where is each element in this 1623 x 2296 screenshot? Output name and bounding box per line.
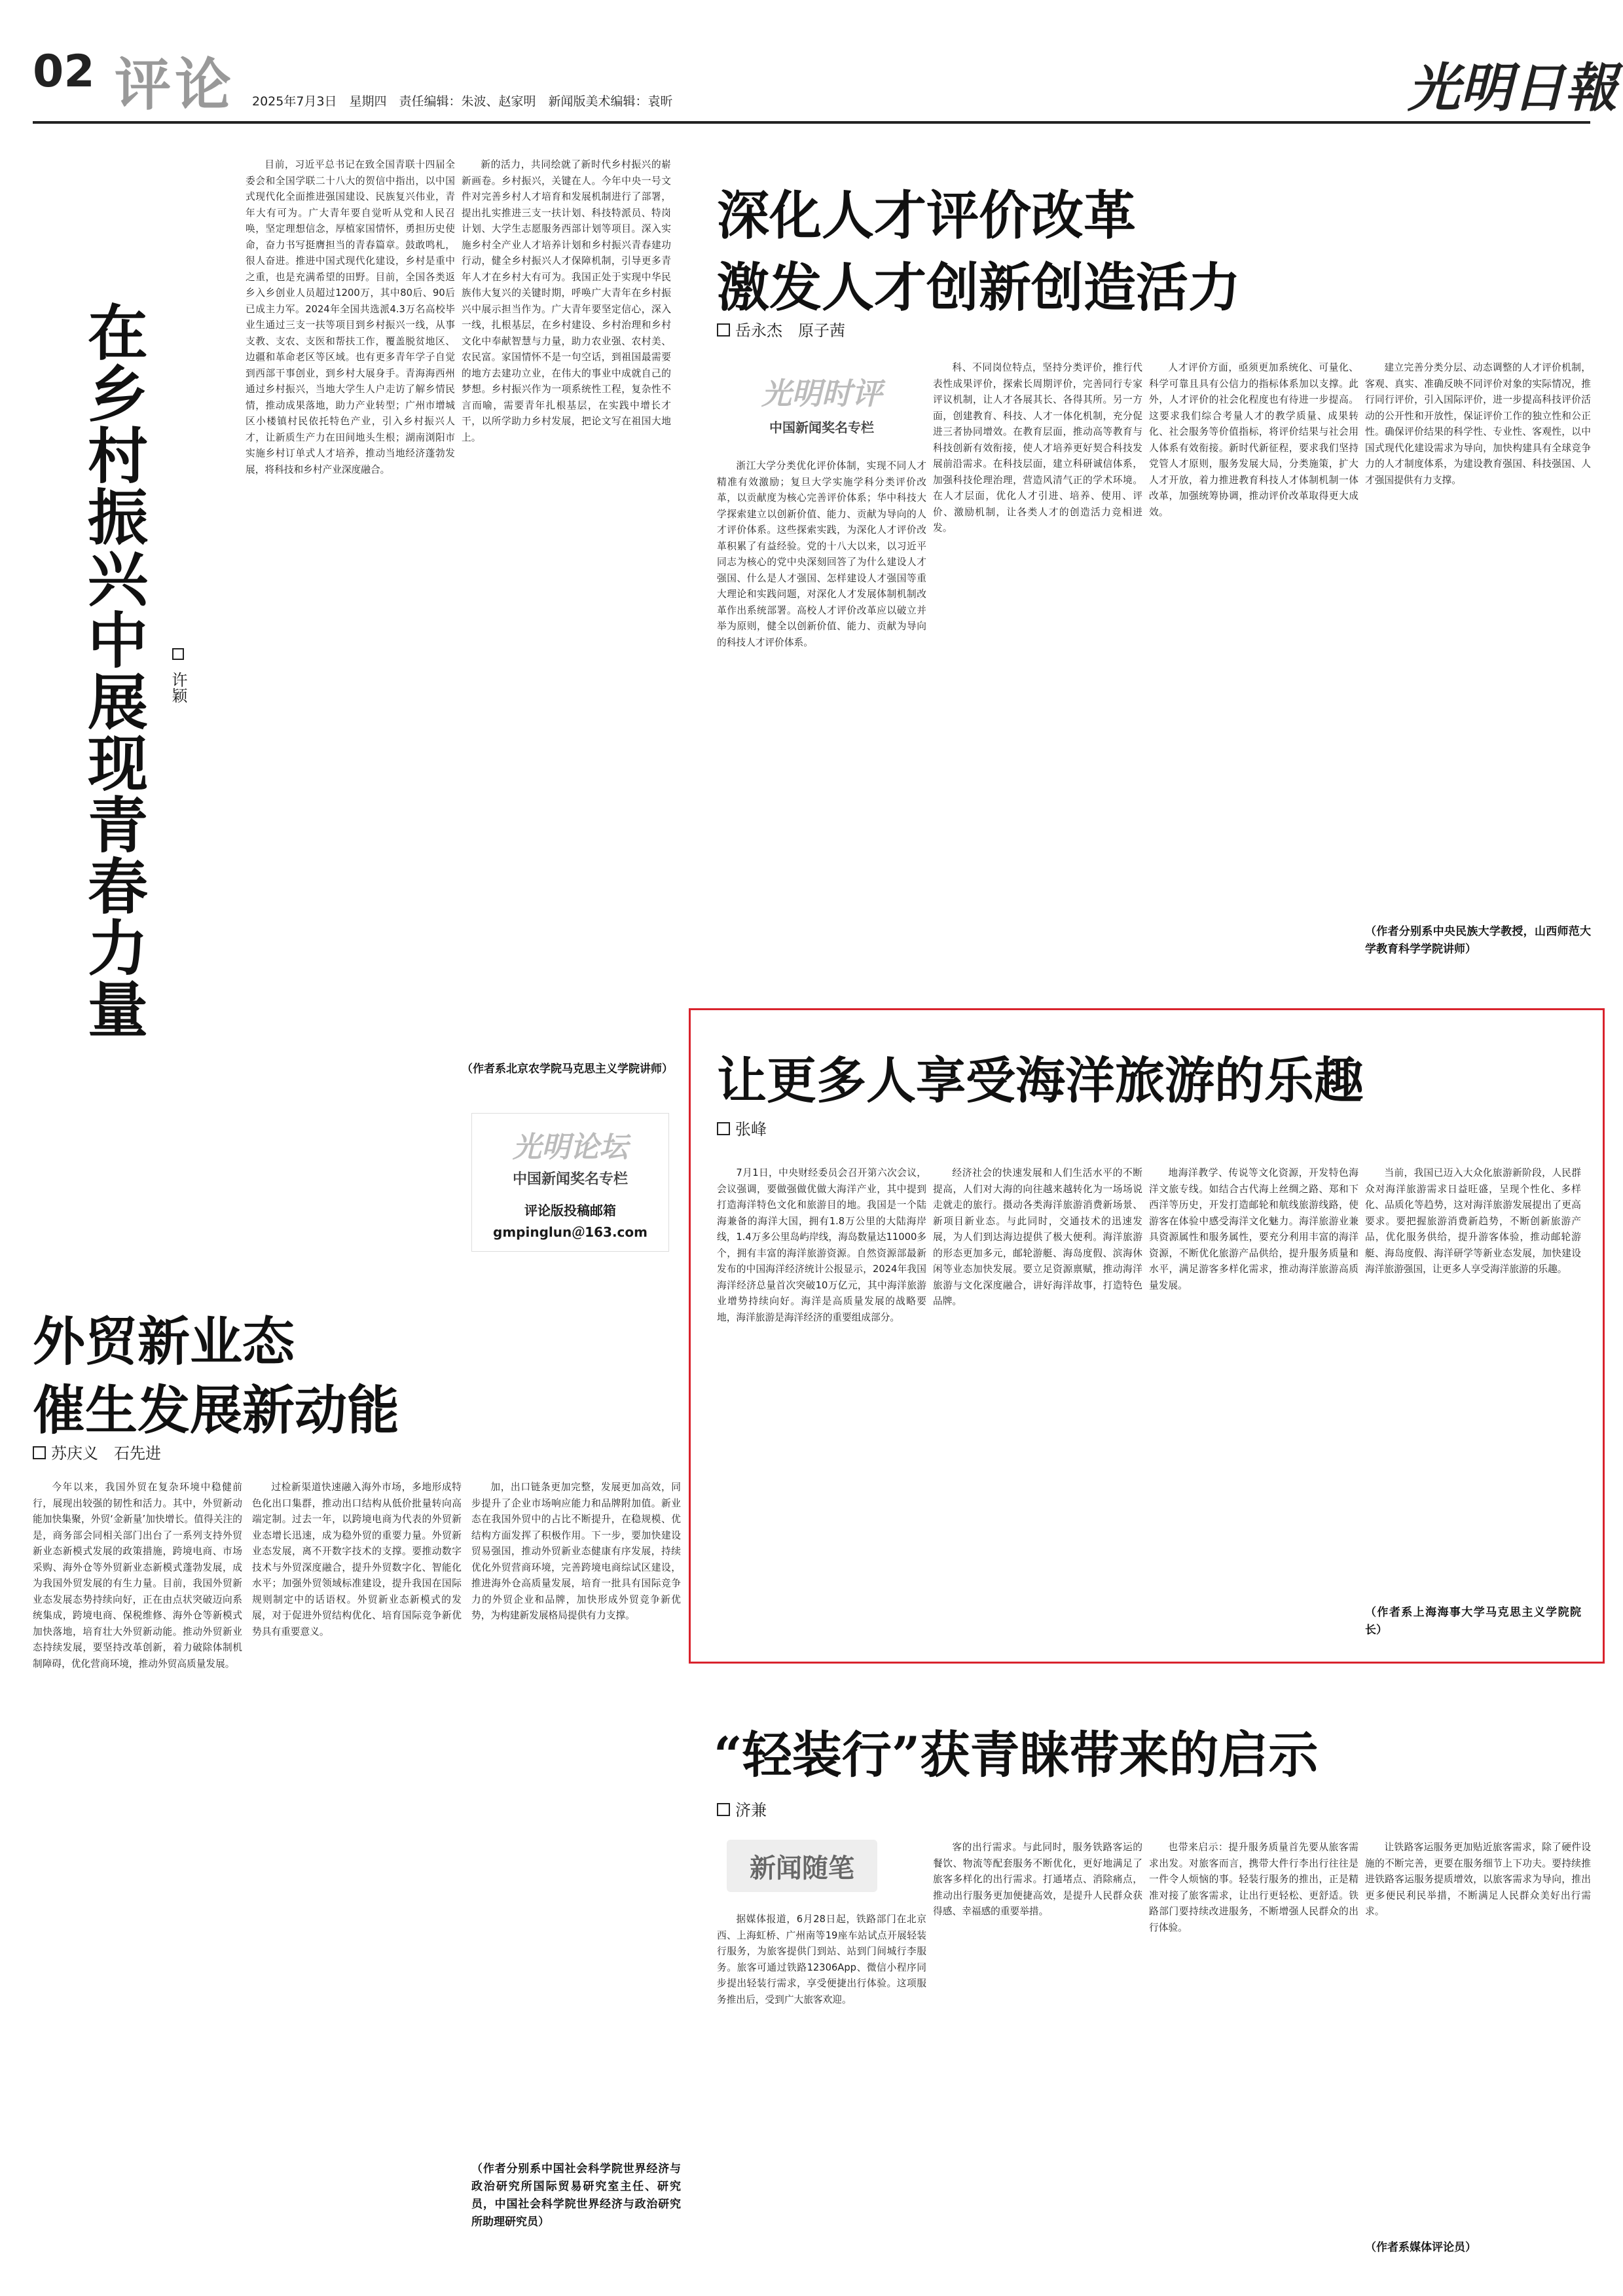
- article-rural-author: [167, 648, 190, 703]
- article-rural-col-1: 目前，习近平总书记在致全国青联十四届全委会和全国学联二十八大的贺信中指出，以中国式现代化全面推进强国建设、民族复兴伟业，青年大有可为。广大青年要自觉听从党和人民召唤，坚定理想信念，厚植家国情怀，勇担历史使命，奋力书写挺膺担当的青春篇章。鼓敢鸣札，很人奋进。推进中国式现代化建设，乡村是重中之重，也是充满希望的田野。目前，全国各类返乡入乡创业人员超过1200万，其中80后、90后已成主力军。2024年全国共选派4.3万名高校毕业生通过三支一扶等项目到乡村振兴一线，从事支教、支农、支医和帮扶工作，覆盖脱贫地区、边疆和革命老区等区域。也有更多青年学子自觉到西部干事创业，到乡村大展身手。青海海西州通过乡村振兴，当地大学生人户走访了解乡情民情，推动成果落地，助力产业转型；广州市增城区小楼镇村民依托特色产业，引入乡村振兴人才，让新质生产力在田间地头生根；湖南浏阳市实施乡村订单式人才培养，推动当地经济蓬勃发展，将科技和乡村产业深度融合。: [246, 159, 455, 475]
- article-train-col-1: 据媒体报道，6月28日起，铁路部门在北京西、上海虹桥、广州南等19座车站试点开展轻装行服务，为旅客提供门到站、站到门间城行李服务。旅客可通过铁路12306App、微信小程序同步提出轻装行需求，享受便捷出行体验。这项服务推出后，受到广大旅客欢迎。: [717, 1914, 926, 2005]
- article-trade-col-2: 过检新渠道快速融入海外市场，多地形成特色化出口集群，推动出口结构从低价批量转向高端定制。过去一年，以跨境电商为代表的外贸新业态增长迅速，成为稳外贸的重要力量。外贸新业态发展，离不开数字技术的支撑。要推动数字技术与外贸深度融合，提升外贸数字化、智能化水平；加强外贸领域标准建设，提升我国在国际规则制定中的话语权。外贸新业态新模式的发展，对于促进外贸结构优化、培育国际竞争新优势具有重要意义。: [252, 1482, 462, 1637]
- article-train-headline: “轻装行”获青睐带来的启示: [714, 1726, 1319, 1784]
- article-talent-authors: 岳永杰 原子茜: [735, 321, 845, 340]
- gm-luntan-contact-label: 评论版投稿邮箱: [524, 1203, 616, 1218]
- gm-luntan-email: gmpinglun＠163.com: [493, 1224, 647, 1240]
- article-train-col-3: 也带来启示：提升服务质量首先要从旅客需求出发。对旅客而言，携带大件行李出行往往是一件令人烦恼的事。轻装行服务的推出，正是精准对接了旅客需求，让出行更轻松、更舒适。铁路部门要持续改进服务，不断增强人民群众的出行体验。: [1149, 1842, 1359, 1933]
- section-title: 评论: [115, 52, 235, 118]
- article-rural-author-name: 许颖: [169, 671, 187, 703]
- byline-square-icon: [33, 1446, 46, 1459]
- gm-pinglun-logo-box: [727, 370, 917, 445]
- news-suibi-title: 新闻随笔: [750, 1853, 854, 1884]
- article-talent-byline: [717, 318, 845, 340]
- gm-luntan-title: 光明论坛: [513, 1131, 628, 1164]
- article-trade-col-3: 加，出口链条更加完整，发展更加高效，同步提升了企业市场响应能力和品牌附加值。新业态在我国外贸中的占比不断提升，在稳规模、优结构方面发挥了积极作用。下一步，要加快建设贸易强国，推动外贸新业态健康有序发展，持续优化外贸营商环境，完善跨境电商综试区建设，推进海外仓高质量发展，培育一批具有国际竞争力的外贸企业和品牌，加快形成外贸竞争新优势，为构建新发展格局提供有力支撑。: [471, 1482, 681, 1621]
- article-talent-author-note: （作者分别系中央民族大学教授，山西师范大学教育科学学院讲师）: [1365, 925, 1591, 956]
- article-train-byline: [717, 1797, 767, 1820]
- byline-square-icon: [717, 1122, 730, 1135]
- byline-square-icon: [172, 648, 184, 660]
- header-rule: [33, 121, 1590, 124]
- article-talent-headline-2: 激发人才创新创造活力: [717, 257, 1241, 318]
- article-trade-headline-2: 催生发展新动能: [33, 1379, 399, 1441]
- article-trade-authors: 苏庆义 石先进: [51, 1444, 161, 1463]
- article-talent-col-2: 科、不同岗位特点，坚持分类评价，推行代表性成果评价，探索长周期评价，完善同行专家评议机制，让人才各展其长、各得其所。另一方面，创建教育、科技、人才一体化机制，充分促进三者协同增效。在教育层面，推动高等教育与科技创新有效衔接，使人才培养更好契合科技发展前沿需求。在科技层面，建立科研诚信体系，加强科技伦理治理，营造风清气正的学术环境。在人才层面，优化人才引进、培养、使用、评价、激励机制，让各类人才的创造活力竞相迸发。: [933, 362, 1142, 534]
- article-ocean-author: 张峰: [735, 1120, 767, 1139]
- article-train-author: 济兼: [735, 1801, 767, 1819]
- article-ocean-col-3: 地海洋教学、传说等文化资源，开发特色海洋文旅专线。如结合古代海上丝绸之路、郑和下西洋等历史，开发打造邮轮和航线旅游线路，使游客在体验中感受海洋文化魅力。海洋旅游业兼具资源属性和服务属性，要充分利用丰富的海洋资源，不断优化旅游产品供给，提升服务质量和水平，满足游客多样化需求，推动海洋旅游高质量发展。: [1149, 1167, 1359, 1291]
- article-rural-headline: 在乡村振兴中展现青春力量: [78, 301, 149, 1040]
- gm-pinglun-subtitle: 中国新闻奖名专栏: [769, 420, 874, 435]
- article-talent-col-1: 浙江大学分类优化评价体制，实现不同人才精准有效激励；复旦大学实施学科分类评价改革，以贡献度为核心完善评价体系；华中科技大学探索建立以创新价值、能力、贡献为导向的人才评价体系。这些探索实践，为深化人才评价改革积累了有益经验。党的十八大以来，以习近平同志为核心的党中央深刻回答了为什么建设人才强国、什么是人才强国、怎样建设人才强国等重大理论和实践问题，对深化人才发展体制机制改革作出系统部署。高校人才评价改革应以破立并举为原则，健全以创新价值、能力、贡献为导向的科技人才评价体系。: [717, 460, 926, 648]
- byline-square-icon: [717, 323, 730, 337]
- news-suibi-logo-box: [727, 1840, 877, 1892]
- article-rural-author-note: （作者系北京农学院马克思主义学院讲师）: [462, 1063, 673, 1076]
- gm-luntan-subtitle: 中国新闻奖名专栏: [512, 1171, 628, 1188]
- article-train-col-2: 客的出行需求。与此同时，服务铁路客运的餐饮、物流等配套服务不断优化，更好地满足了旅客多样化的出行需求。打通堵点、消除痛点，推动出行服务更加便捷高效，是提升人民群众获得感、幸福感的重要举措。: [933, 1842, 1142, 1917]
- article-rural-col-2: 新的活力，共同绘就了新时代乡村振兴的崭新画卷。乡村振兴，关键在人。今年中央一号文件对完善乡村人才培育和发展机制进行了部署，提出扎实推进三支一扶计划、科技特派员、特岗计划、大学生志愿服务西部计划等项目。深入实施乡村全产业人才培养计划和乡村振兴青春建功行动，健全乡村振兴人才保障机制，引导更多青年人才在乡村大有可为。我国正处于实现中华民族伟大复兴的关键时期，呼唤广大青年在乡村振兴中展示担当作为。广大青年要坚定信心，深入一线，扎根基层，在乡村建设、乡村治理和乡村文化中奉献智慧与力量，助力农业强、农村美、农民富。家国情怀不是一句空话，到祖国最需要的地方去建功立业，在伟大的事业中成就自己的梦想。乡村振兴作为一项系统性工程，复杂性不言而喻，需要青年扎根基层，在实践中增长才干，以所学助力乡村发展，把论文写在祖国大地上。: [462, 159, 671, 443]
- article-talent-col-3: 人才评价方面，亟须更加系统化、可量化、科学可靠且具有公信力的指标体系加以支撑。此外，人才评价的社会化程度也有待进一步提高。这要求我们综合考量人才的教学质量、成果转化、社会服务等价值指标，将评价结果与社会用人体系有效衔接。新时代新征程，要求我们坚持党管人才原则，服务发展大局，分类施策，扩大人才开放，着力推进教育科技人才体制机制一体改革，加强统筹协调，推动评价改革取得更大成效。: [1149, 362, 1359, 518]
- article-talent-headline-1: 深化人才评价改革: [717, 185, 1136, 246]
- article-train-col-4: 让铁路客运服务更加贴近旅客需求，除了硬件设施的不断完善，更要在服务细节上下功夫。要持续推进铁路客运服务提质增效，以旅客需求为导向，推出更多便民利民举措，不断满足人民群众美好出行需求。: [1365, 1842, 1591, 1917]
- article-trade-byline: [33, 1440, 161, 1463]
- byline-square-icon: [717, 1803, 730, 1816]
- masthead-logo: 光明日報: [1408, 57, 1617, 118]
- article-talent-col-4: 建立完善分类分层、动态调整的人才评价机制，客观、真实、准确反映不同评价对象的实际情况，推行同行评价，引入国际评价，进一步提高科技评价活动的公开性和开放性，保证评价工作的独立性和公正性。确保评价结果的科学性、专业性、客观性，以中国式现代化建设需求为导向，加快构建具有全球竞争力的人才制度体系，为建设教育强国、科技强国、人才强国提供有力支撑。: [1365, 362, 1591, 486]
- article-train-author-note: （作者系媒体评论员）: [1365, 2241, 1476, 2254]
- gm-luntan-logo-box: [471, 1113, 669, 1252]
- gm-pinglun-title: 光明时评: [761, 376, 882, 411]
- article-ocean-col-4: 当前，我国已迈入大众化旅游新阶段，人民群众对海洋旅游需求日益旺盛，呈现个性化、多样化、品质化等趋势，这对海洋旅游发展提出了更高要求。要把握旅游消费新趋势，不断创新旅游产品，优化服务供给，提升游客体验，推动邮轮游艇、海岛度假、海洋研学等新业态发展，加快建设海洋旅游强国，让更多人享受海洋旅游的乐趣。: [1365, 1167, 1581, 1275]
- article-ocean-byline: [717, 1116, 767, 1139]
- article-trade-headline-1: 外贸新业态: [33, 1311, 295, 1372]
- article-ocean-author-note: （作者系上海海事大学马克思主义学院院长）: [1365, 1606, 1581, 1637]
- article-trade-col-1: 今年以来，我国外贸在复杂环境中稳健前行，展现出较强的韧性和活力。其中，外贸新动能加快集聚，外贸‘金新量’加快增长。值得关注的是，商务部会同相关部门出台了一系列支持外贸新业态新模式发展的政策措施，跨境电商、市场采购、海外仓等外贸新业态新模式蓬勃发展，成为我国外贸发展的有生力量。目前，我国外贸新业态发展态势持续向好，正在由点状突破迈向系统集成，跨境电商、保税维修、海外仓等新模式加快落地，培育壮大外贸新动能。推动外贸新业态持续发展，要坚持改革创新，着力破除体制机制障碍，优化营商环境，推动外贸高质量发展。: [33, 1482, 242, 1669]
- article-trade-author-note: （作者分别系中国社会科学院世界经济与政治研究所国际贸易研究室主任、研究员，中国社会科学院世界经济与政治研究所助理研究员）: [471, 2162, 681, 2229]
- page-number: 02: [33, 46, 95, 98]
- article-ocean-col-2: 经济社会的快速发展和人们生活水平的不断提高，人们对大海的向往越来越转化为一场场说走就走的旅行。摄动各类海洋旅游消费新场景、新项目新业态。与此同时，交通技术的迅速发展，为人们到达海边提供了极大便利。海洋旅游的形态更加多元，邮轮游艇、海岛度假、滨海休闲等业态加快发展。要立足资源禀赋，推动海洋旅游与文化深度融合，讲好海洋故事，打造特色品牌。: [933, 1167, 1142, 1307]
- article-ocean-col-1: 7月1日，中央财经委员会召开第六次会议，会议强调，要做强做优做大海洋产业，其中提到打造海洋特色文化和旅游目的地。我国是一个陆海兼备的海洋大国，拥有1.8万公里的大陆海岸线，1.4万多公里岛屿岸线，海岛数量达11000多个，拥有丰富的海洋旅游资源。自然资源部最新发布的中国海洋经济统计公报显示，2024年我国海洋经济总量首次突破10万亿元，其中海洋旅游业增势持续向好。海洋是高质量发展的战略要地，海洋旅游是海洋经济的重要组成部分。: [717, 1167, 926, 1323]
- header-info: 2025年7月3日 星期四 责任编辑：朱波、赵家明 新闻版美术编辑：袁昕: [252, 94, 673, 109]
- article-ocean-headline: 让更多人享受海洋旅游的乐趣: [717, 1051, 1364, 1110]
